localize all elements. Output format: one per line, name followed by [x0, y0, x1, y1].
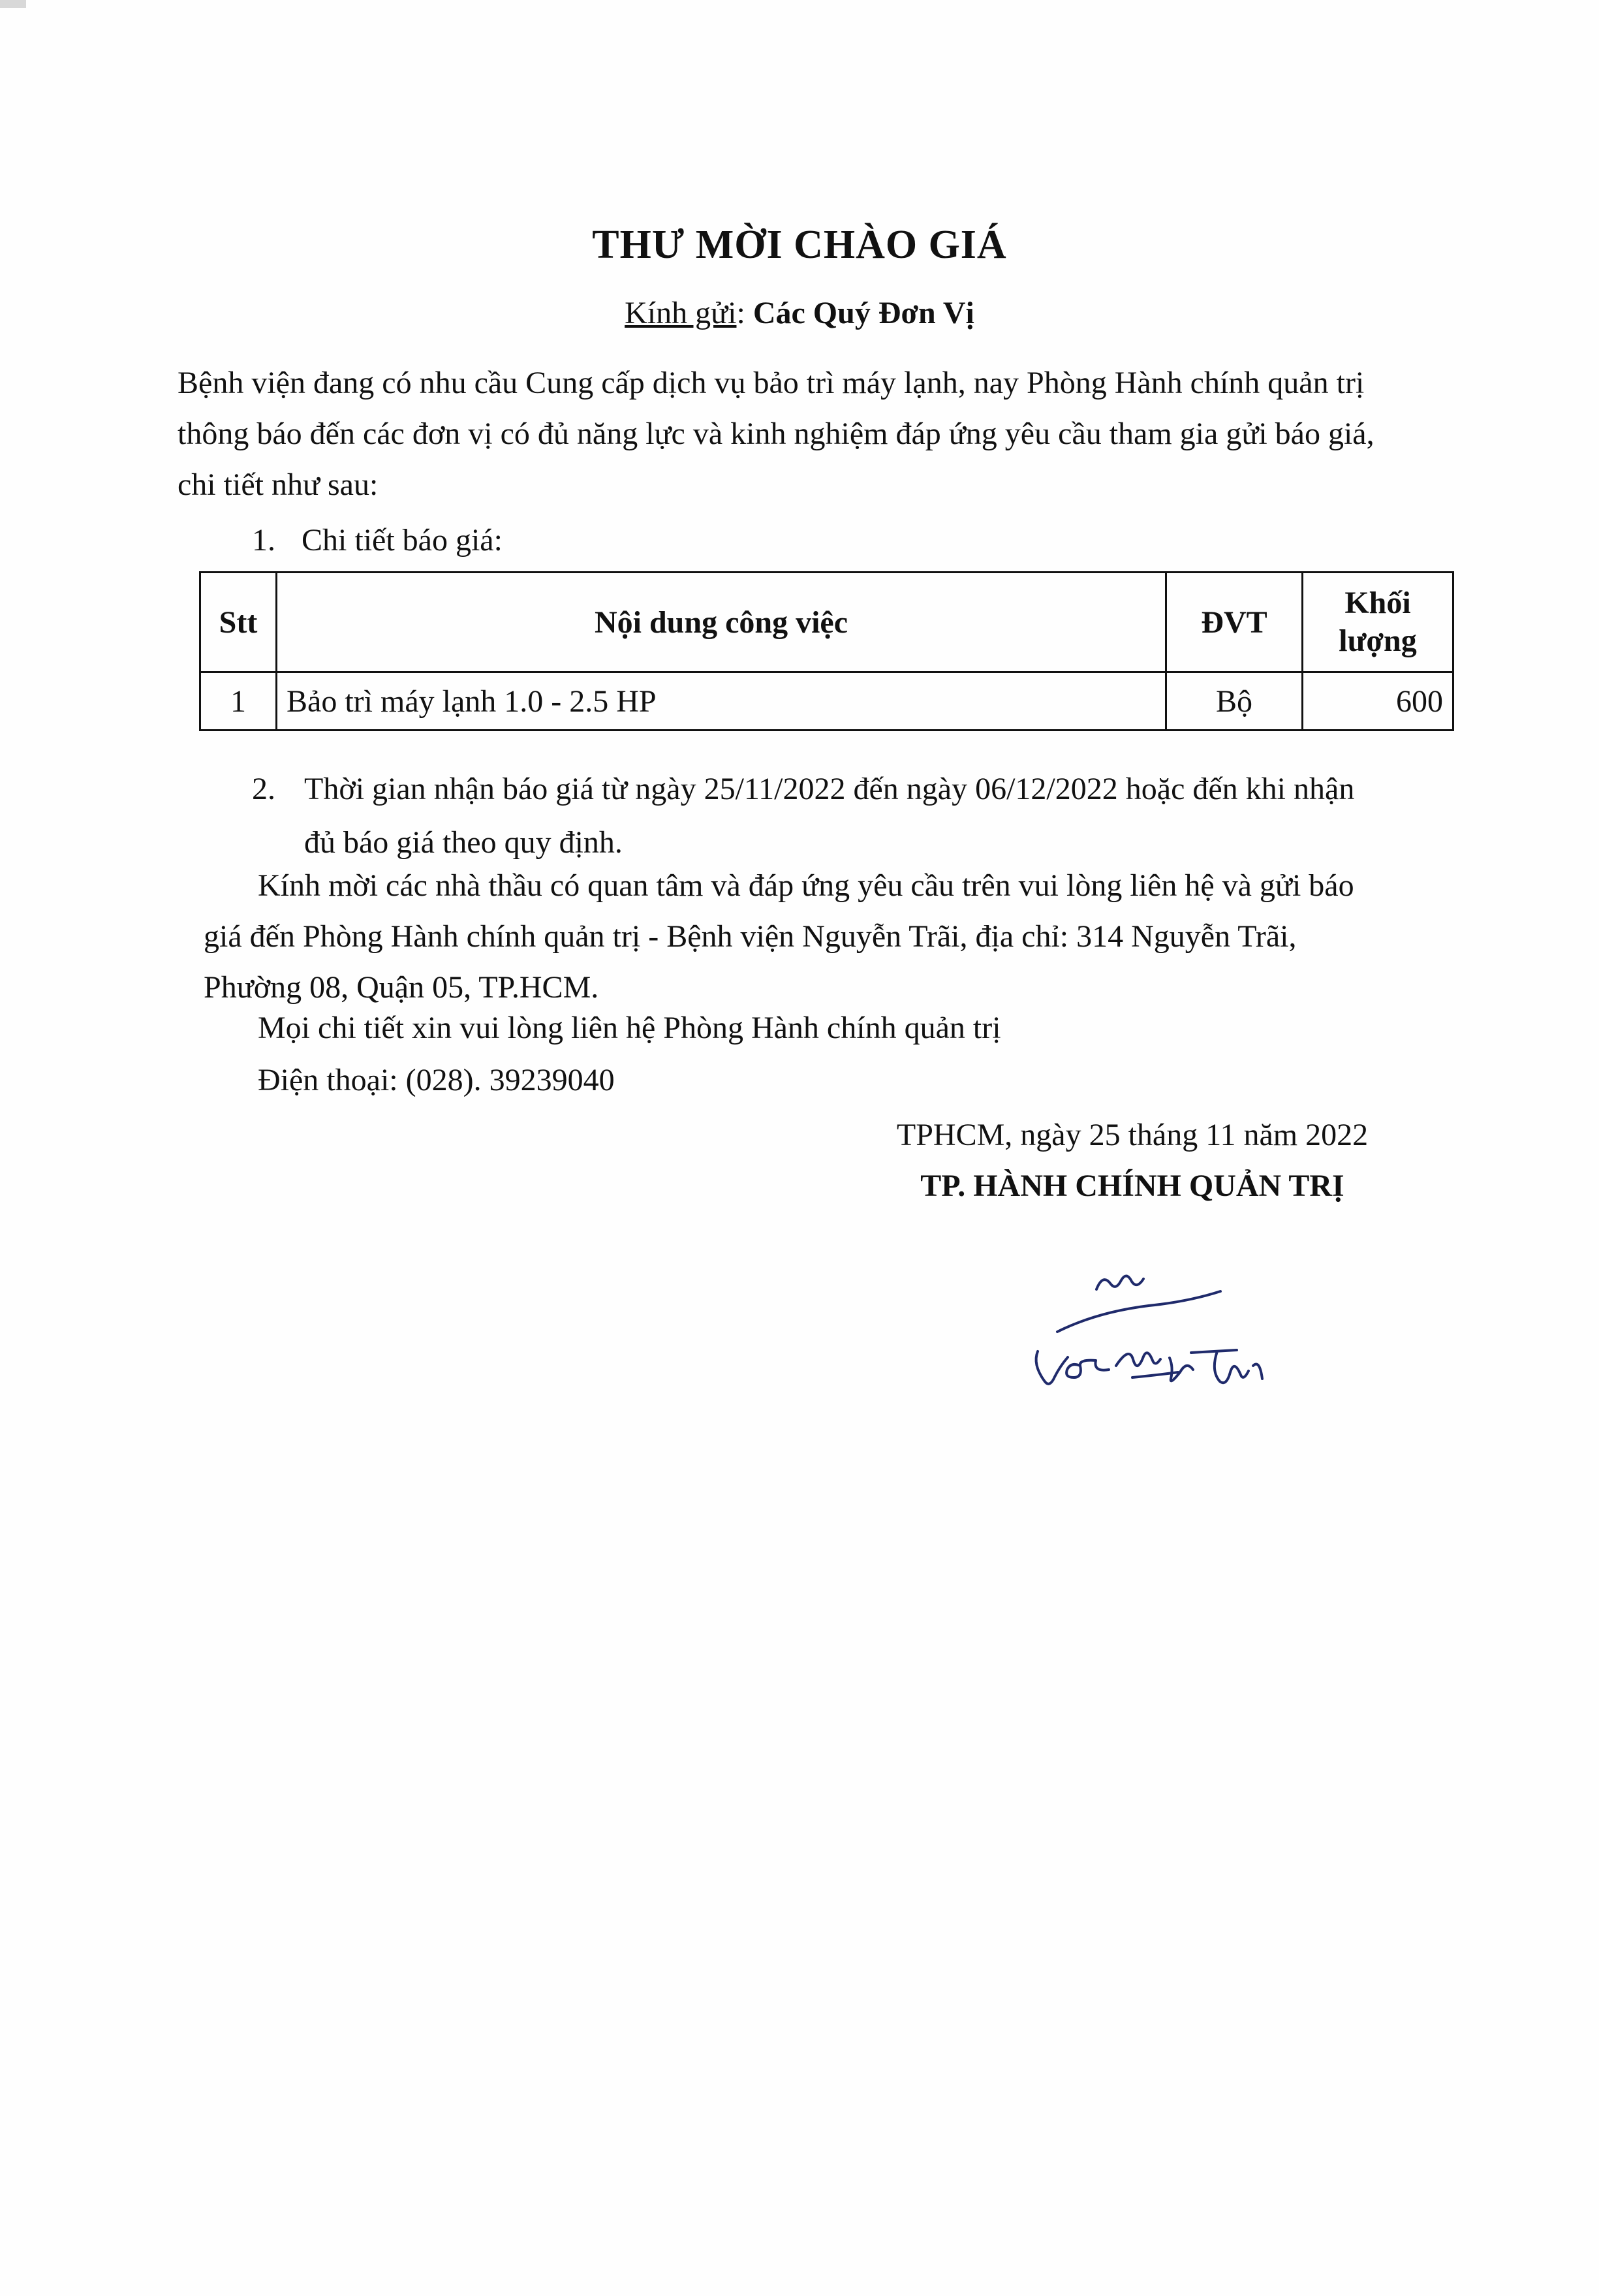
- list-item-1: [252, 522, 503, 558]
- signature-block: [865, 1110, 1400, 1212]
- quote-table: [199, 571, 1454, 731]
- invitation-paragraph: [204, 860, 1462, 1013]
- list-item-number: 2.: [252, 772, 275, 806]
- contact-line: Mọi chi tiết xin vui lòng liên hệ Phòng Hành chính quản trị: [258, 1011, 1001, 1045]
- place-date: TPHCM, ngày 25 tháng 11 năm 2022: [896, 1118, 1369, 1152]
- list-item-2: [252, 763, 1472, 870]
- header-quantity: [1303, 573, 1453, 672]
- intro-line: chi tiết như sau:: [178, 467, 379, 502]
- scan-edge-mark: [0, 0, 26, 8]
- intro-paragraph: [178, 358, 1471, 511]
- list-item-number: 1.: [252, 523, 275, 558]
- table-header-row: [200, 573, 1453, 672]
- header-quantity-line2: lượng: [1339, 623, 1417, 658]
- recipient-name: Các Quý Đơn Vị: [753, 296, 974, 330]
- header-stt: Stt: [200, 573, 277, 672]
- cell-unit: Bộ: [1166, 672, 1303, 731]
- contact-block: [258, 1002, 1001, 1107]
- table-row: [200, 672, 1453, 731]
- invitation-line: giá đến Phòng Hành chính quản trị - Bệnh viện Nguyễn Trãi, địa chỉ: 314 Nguyễn Trãi,: [204, 919, 1297, 954]
- recipient-separator: :: [736, 296, 753, 330]
- header-unit: ĐVT: [1166, 573, 1303, 672]
- header-content: Nội dung công việc: [277, 573, 1166, 672]
- list-item-text: Thời gian nhận báo giá từ ngày 25/11/2022 đến ngày 06/12/2022 hoặc đến khi nhận: [304, 772, 1355, 806]
- handwritten-signature: [1018, 1253, 1305, 1410]
- list-item-text: Chi tiết báo giá:: [302, 523, 503, 558]
- cell-quantity: 600: [1303, 672, 1453, 731]
- invitation-line: Phường 08, Quận 05, TP.HCM.: [204, 970, 599, 1005]
- cell-content: Bảo trì máy lạnh 1.0 - 2.5 HP: [277, 672, 1166, 731]
- invitation-line: Kính mời các nhà thầu có quan tâm và đáp ứng yêu cầu trên vui lòng liên hệ và gửi báo: [258, 868, 1354, 903]
- intro-line: Bệnh viện đang có nhu cầu Cung cấp dịch vụ bảo trì máy lạnh, nay Phòng Hành chính quản trị: [178, 366, 1365, 400]
- signer-title: TP. HÀNH CHÍNH QUẢN TRỊ: [920, 1169, 1344, 1203]
- recipient-label: Kính gửi: [625, 296, 737, 330]
- list-item-text-continued: đủ báo giá theo quy định.: [304, 825, 623, 860]
- header-quantity-line1: Khối: [1344, 586, 1411, 620]
- phone-line: Điện thoại: (028). 39239040: [258, 1063, 615, 1097]
- document-title: THƯ MỜI CHÀO GIÁ: [592, 223, 1007, 267]
- recipient-line: [0, 295, 1599, 331]
- intro-line: thông báo đến các đơn vị có đủ năng lực và kinh nghiệm đáp ứng yêu cầu tham gia gửi báo giá,: [178, 417, 1374, 451]
- cell-stt: 1: [200, 672, 277, 731]
